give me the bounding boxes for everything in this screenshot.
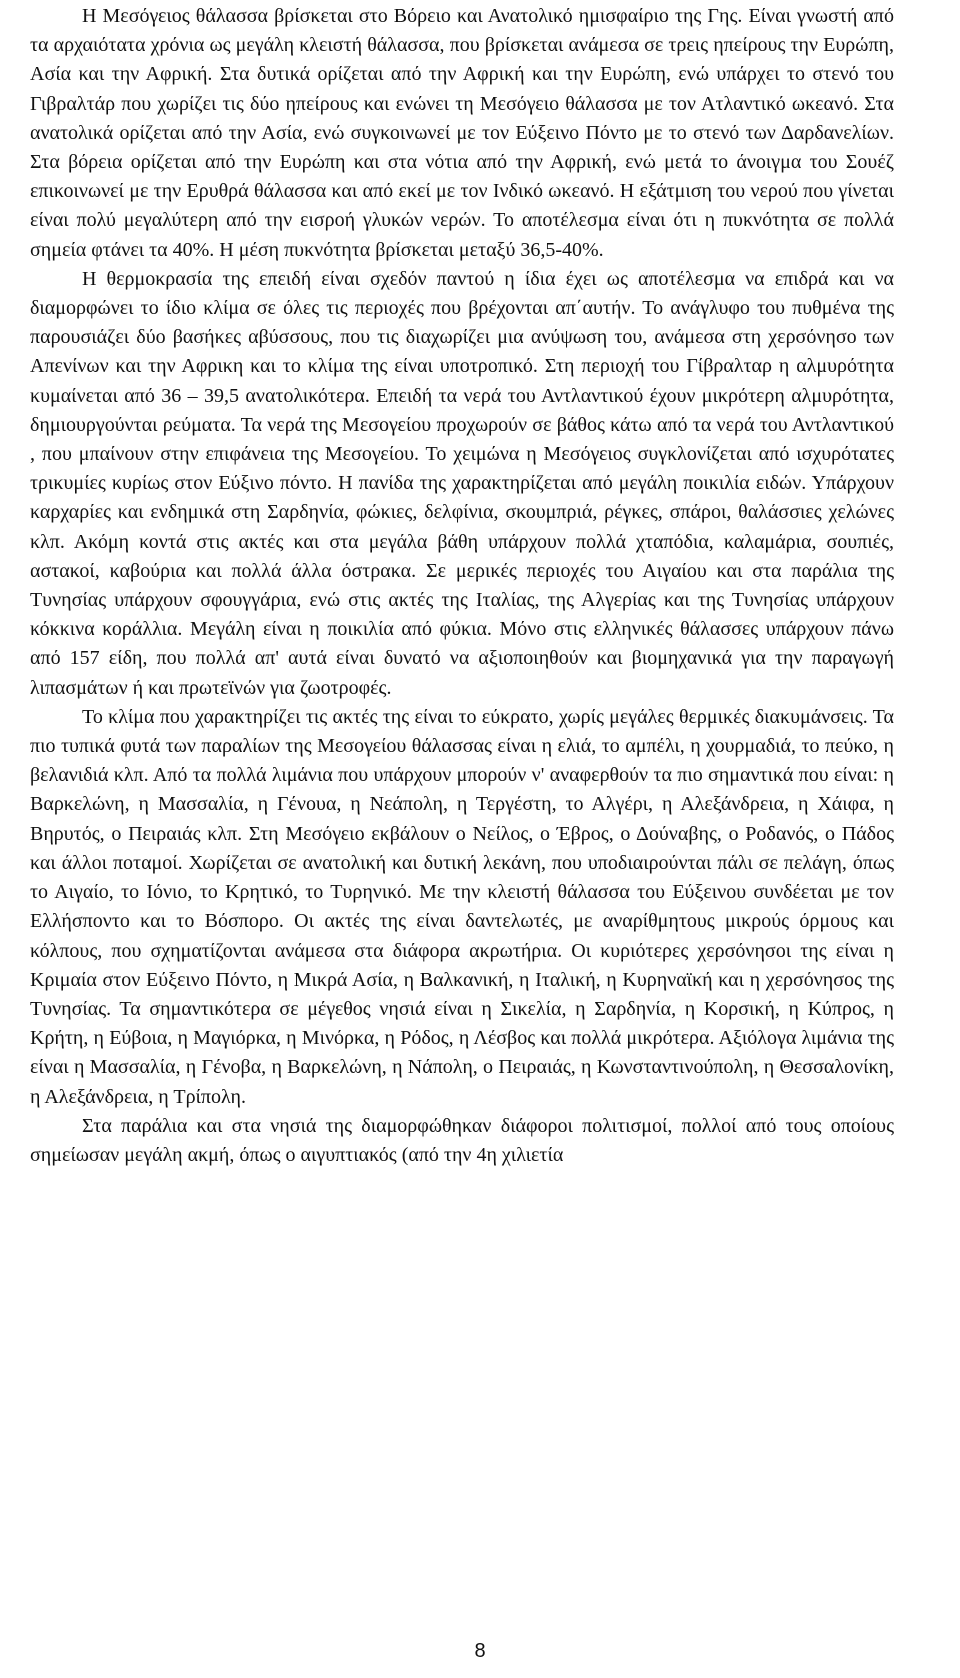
paragraph-coasts-ports-islands: Το κλίμα που χαρακτηρίζει τις ακτές της είναι το εύκρατο, χωρίς μεγάλες θερμικές διακυμάνσεις. Τα πιο τυπικά φυτά των παραλίων της Μεσογείου θάλασσας είναι η ελιά, το αμπέλι, η χουρμαδιά, το πεύκο, η βελανιδιά κλπ. Από τα πολλά λιμάνια που υπάρχουν μπορούν ν' αναφερθούν τα πιο σημαντικά που είναι: η Βαρκελώνη, η Μασσαλία, η Γένουα, η Νεάπολη, η Τεργέστη, το Αλγέρι, η Αλεξάνδρεια, η Χάιφα, η Βηρυτός, ο Πειραιάς κλπ. Στη Μεσόγειο εκβάλουν ο Νείλος, ο Έβρος, ο Δούναβης, ο Ροδανός, ο Πάδος και άλλοι ποταμοί. Χωρίζεται σε ανατολική και δυτική λεκάνη, που υποδιαιρούνται πάλι σε πελάγη, όπως το Αιγαίο, το Ιόνιο, το Κρητικό, το Τυρηνικό. Με την κλειστή θάλασσα του Εύξεινου συνδέεται με τον Ελλήσποντο και το Βόσπορο. Οι ακτές της είναι δαντελωτές, με αναρίθμητους μικρούς όρμους και κόλπους, που σχηματίζονται ανάμεσα στα διάφορα ακρωτήρια. Οι κυριότερες χερσόνησοι της είναι η Κριμαία στον Εύξεινο Πόντο, η Μικρά Ασία, η Βαλκανική, η Ιταλική, η Κυρηναϊκή και η χερσόνησος της Τυνησίας. Τα σημαντικότερα σε μέγεθος νησιά είναι η Σικελία, η Σαρδηνία, η Κορσική, η Κύπρος, η Κρήτη, η Εύβοια, η Μαγιόρκα, η Μινόρκα, η Ρόδος, η Λέσβος και πολλά μικρότερα. Αξιόλογα λιμάνια της είναι η Μασσαλία, η Γένοβα, η Βαρκελώνη, η Νάπολη, ο Πειραιάς, η Κωνσταντινούπολη, η Θεσσαλονίκη, η Αλεξάνδρεια, η Τρίπολη. [30,705,894,1108]
document-body [30,2,894,1170]
paragraph-climate-and-fauna: Η θερμοκρασία της επειδή είναι σχεδόν παντού η ίδια έχει ως αποτέλεσμα να επιδρά και να διαμορφώνει το ίδιο κλίμα σε όλες τις περιοχές που βρέχονται απ΄αυτήν. Το ανάγλυφο του πυθμένα της παρουσιάζει δύο βασήκες αβύσσους, που τις διαχωρίζει μια ανύψωση του, ανάμεσα στη χερσόνησο των Απενίνων και την Αφρικη και το κλίμα της είναι υποτροπικό. Στη περιοχή του Γίβραλταρ η αλμυρότητα κυμαίνεται από 36 – 39,5 ανατολικότερα. Επειδή τα νερά του Αντλαντικού έχουν μικρότερη αλμυρότητα, δημιουργούνται ρεύματα. Τα νερά της Μεσογείου προχωρούν σε βάθος κάτω από τα νερά του Αντλαντικού , που μπαίνουν στην επιφάνεια της Μεσογείου. Το χειμώνα η Μεσόγειος συγκλονίζεται από ισχυρότατες τρικυμίες κυρίως στον Εύξινο πόντο. Η πανίδα της χαρακτηρίζεται από μεγάλη ποικιλία ειδών. Υπάρχουν καρχαρίες και ενδημικά στη Σαρδηνία, φώκιες, δελφίνια, σκουμπριά, ρέγκες, σπάροι, θαλάσσιες χελώνες κλπ. Ακόμη κοντά στις ακτές και στα μεγάλα βάθη υπάρχουν πολλά χταπόδια, καλαμάρια, σουπιές, αστακοί, καβούρια και πολλά άλλα όστρακα. Σε μερικές περιοχές του Αιγαίου και στα παράλια της Τυνησίας υπάρχουν σφουγγάρια, ενώ στις ακτές της Ιταλίας, της Αλγερίας και της Τυνησίας υπάρχουν κόκκινα κοράλλια. Μεγάλη είναι η ποικιλία από φύκια. Μόνο στις ελληνικές θάλασσες υπάρχουν πάνω από 157 είδη, που πολλά απ' αυτά είναι δυνατό να αξιοποιηθούν και βιομηχανικά για την παραγωγή λιπασμάτων ή και πρωτεϊνών για ζωοτροφές. [30,267,894,699]
paragraph-mediterranean-geography: Η Μεσόγειος θάλασσα βρίσκεται στο Βόρειο και Ανατολικό ημισφαίριο της Γης. Είναι γνωστή από τα αρχαιότατα χρόνια ως μεγάλη κλειστή θάλασσα, που βρίσκεται ανάμεσα σε τρεις ηπείρους την Ευρώπη, Ασία και την Αφρική. Στα δυτικά ορίζεται από την Αφρική και την Ευρώπη, ενώ υπάρχει το στενό του Γιβραλτάρ που χωρίζει τις δύο ηπείρους και ενώνει τη Μεσόγειο θάλασσα με τον Ατλαντικό ωκεανό. Στα ανατολικά ορίζεται από την Ασία, ενώ συγκοινωνεί με τον Εύξεινο Πόντο με το στενό των Δαρδανελίων. Στα βόρεια ορίζεται από την Ευρώπη και στα νότια από την Αφρική, ενώ μετά το άνοιγμα του Σουέζ επικοινωνεί με την Ερυθρά θάλασσα και από εκεί με τον Ινδικό ωκεανό. Η εξάτμιση του νερού που γίνεται είναι πολύ μεγαλύτερη από την εισροή γλυκών νερών. Το αποτέλεσμα είναι ότι η πυκνότητα σε πολλά σημεία φτάνει τα 40%. Η μέση πυκνότητα βρίσκεται μεταξύ 36,5-40%. [30,5,894,261]
paragraph-civilizations: Στα παράλια και στα νησιά της διαμορφώθηκαν διάφοροι πολιτισμοί, πολλοί από τους οποίους σημείωσαν μεγάλη ακμή, όπως ο αιγυπτιακός (από την 4η χιλιετία [30,1114,894,1166]
page-number: 8 [474,1640,486,1662]
